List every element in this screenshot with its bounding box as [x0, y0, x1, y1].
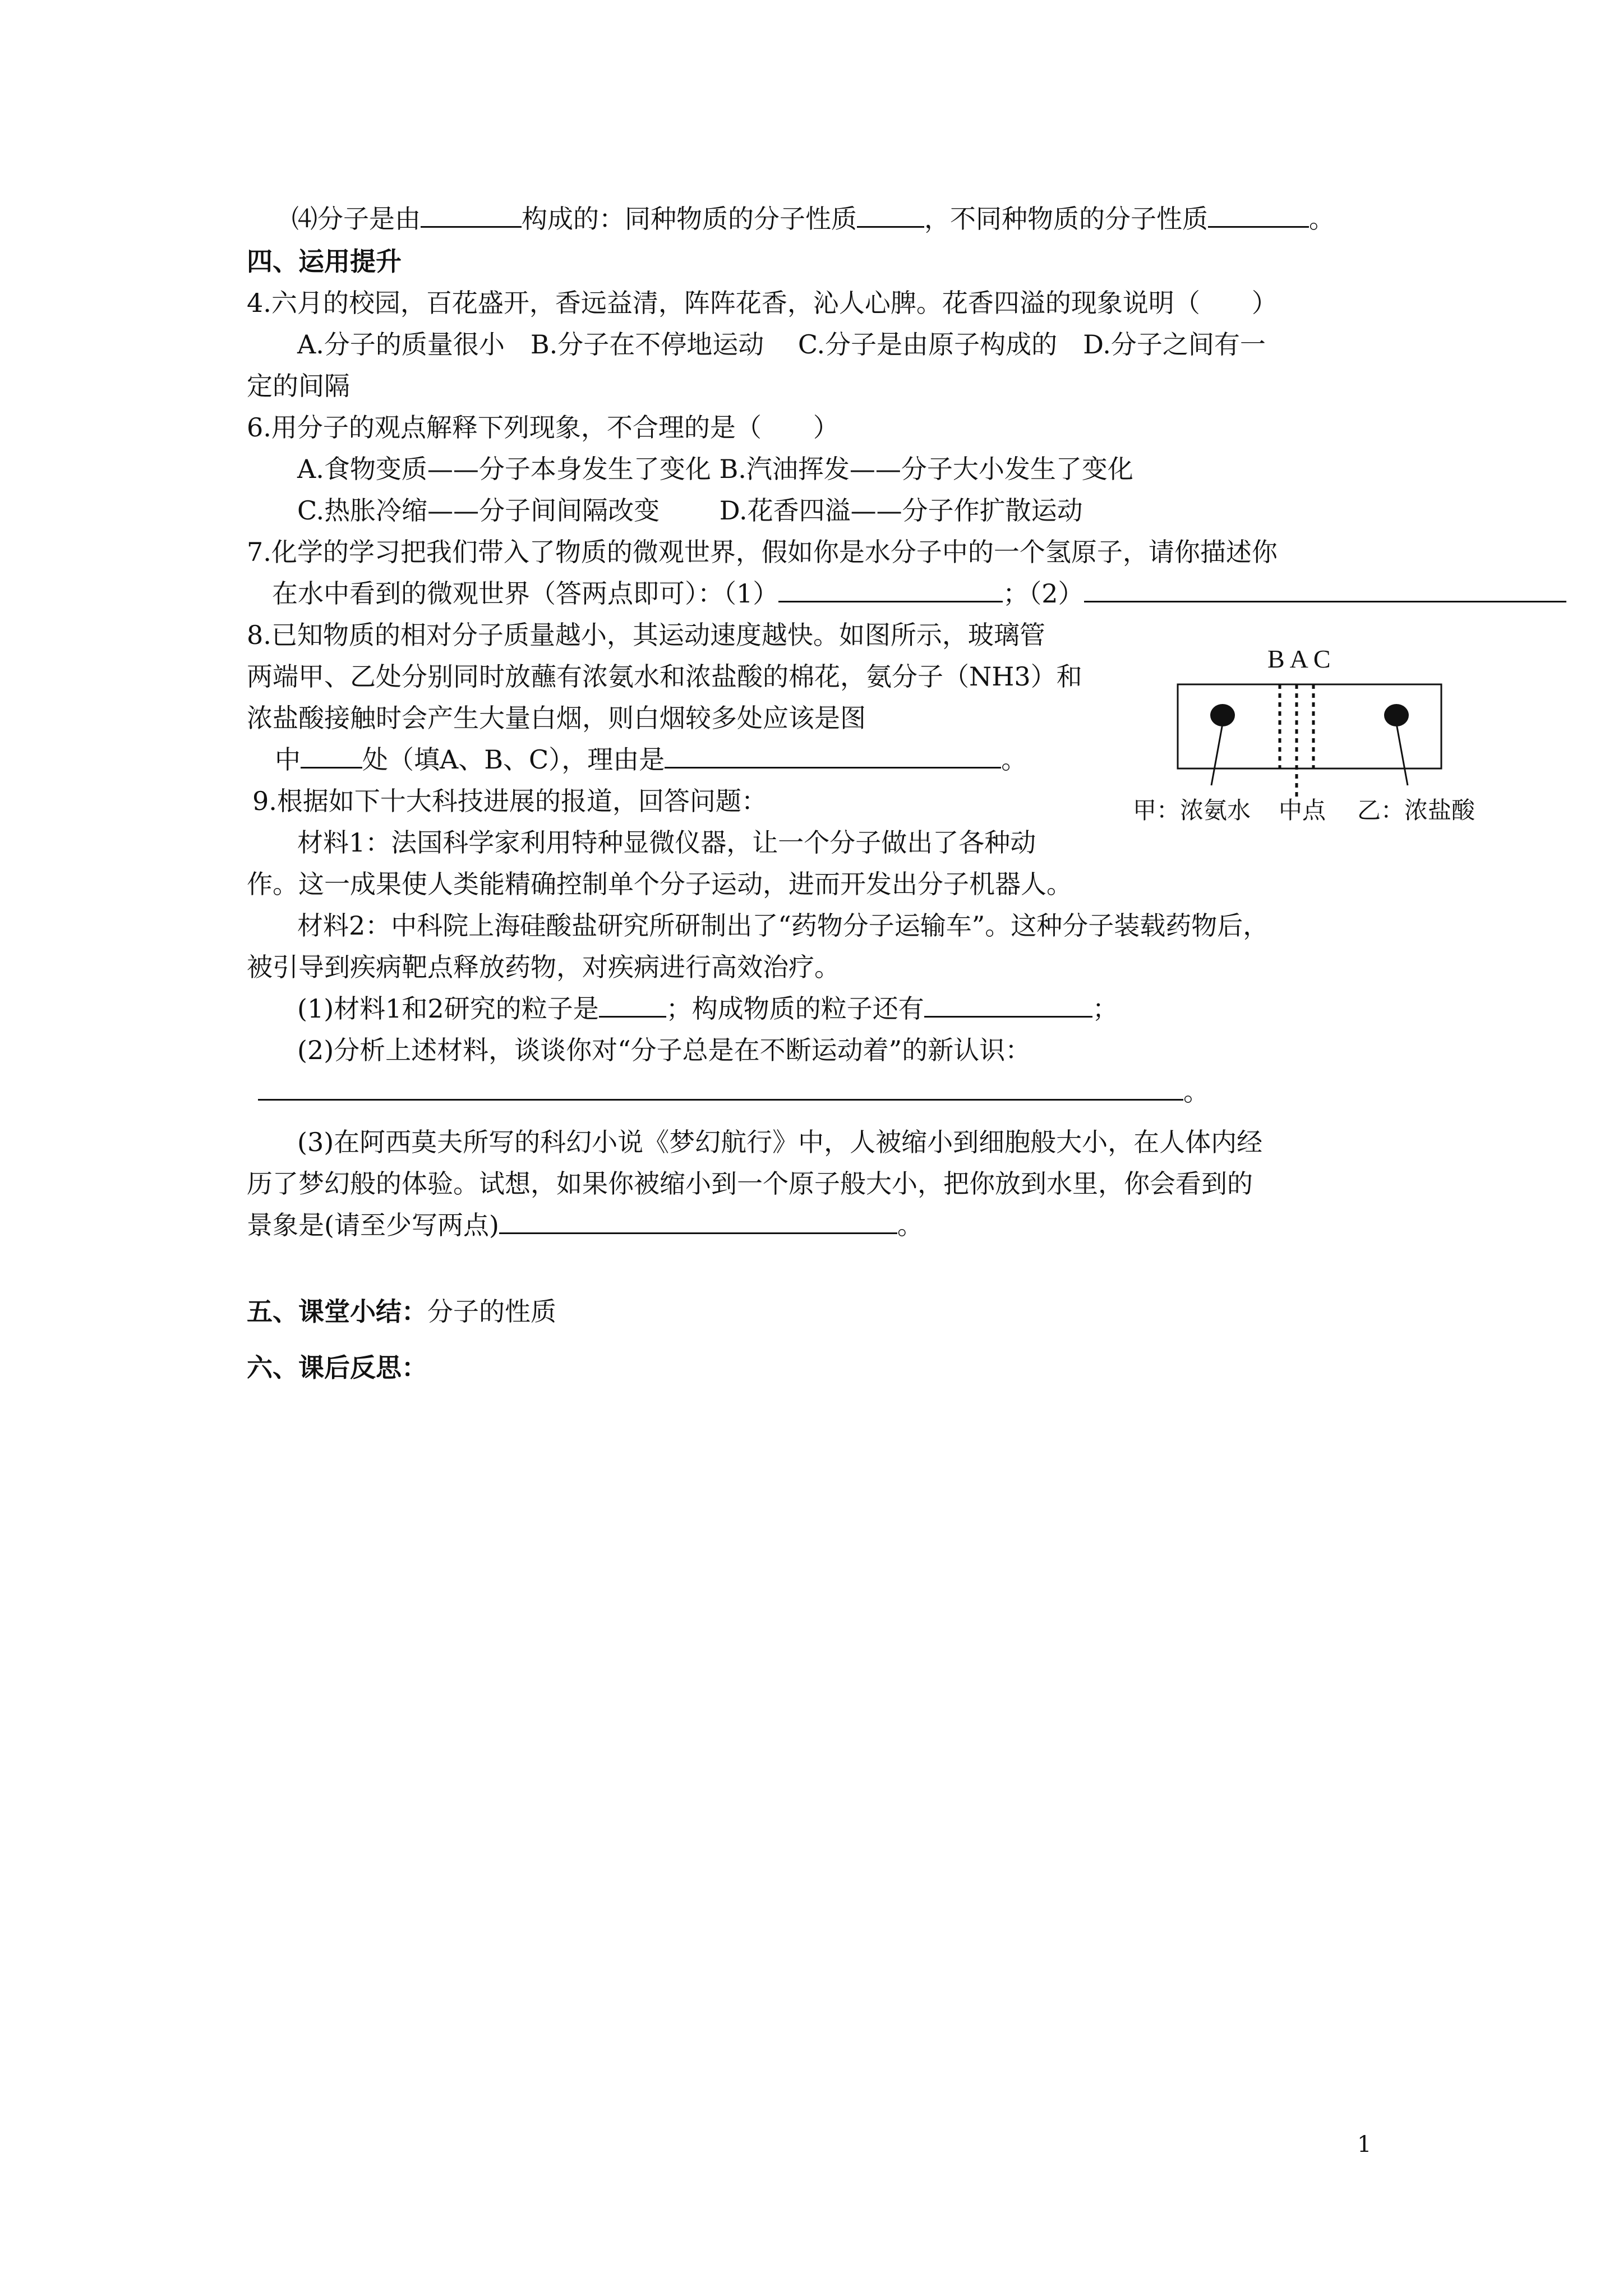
text: 。: [897, 1210, 923, 1240]
question-7-answer-line: [272, 578, 1566, 609]
sub-question-3-line2: 历了梦幻般的体验。试想，如果你被缩小到一个原子般大小，把你放到水里，你会看到的: [247, 1168, 1253, 1199]
question-8-line3: 浓盐酸接触时会产生大量白烟，则白烟较多处应该是图: [247, 703, 866, 733]
question-4: 4.六月的校园，百花盛开，香远益清，阵阵花香，沁人心脾。花香四溢的现象说明（ ）: [247, 288, 1278, 318]
text: ⑷分子是由: [292, 204, 421, 234]
answer-blank[interactable]: [421, 204, 522, 228]
question-4-options: A.分子的质量很小 B.分子在不停地运动 C.分子是由原子构成的 D.分子之间有一: [297, 329, 1266, 360]
answer-blank[interactable]: [857, 204, 924, 228]
label-midpoint: 中点: [1279, 797, 1326, 824]
answer-blank[interactable]: [599, 993, 666, 1018]
question-8-line1: 8.已知物质的相对分子质量越小，其运动速度越快。如图所示，玻璃管: [247, 620, 1045, 650]
diagram-top-labels: B A C: [1267, 645, 1331, 673]
section-summary: [247, 1296, 556, 1327]
sub-question-3-line3: [247, 1209, 923, 1241]
text: 构成的：同种物质的分子性质: [522, 204, 857, 234]
label-ammonia: 甲：浓氨水: [1133, 797, 1251, 824]
text: ，不同种物质的分子性质: [924, 204, 1208, 234]
section-heading-6: 六、课后反思：: [247, 1352, 427, 1383]
material-2-line2: 被引导到疾病靶点释放药物，对疾病进行高效治疗。: [247, 952, 840, 982]
material-2-line1: 材料2：中科院上海硅酸盐研究所研制出了“药物分子运输车”。这种分子装载药物后，: [297, 910, 1269, 941]
answer-blank[interactable]: [258, 1076, 1183, 1101]
question-9: 9.根据如下十大科技进展的报道，回答问题：: [252, 786, 767, 816]
text: ；: [1092, 993, 1118, 1024]
text: 。: [1183, 1076, 1209, 1107]
text: 。: [1001, 744, 1027, 775]
text: 景象是(请至少写两点): [247, 1210, 499, 1240]
label-hydrochloric-acid: 乙：浓盐酸: [1357, 797, 1476, 824]
question-4-options-cont: 定的间隔: [247, 371, 350, 401]
answer-blank[interactable]: [1084, 578, 1566, 602]
question-8-line2: 两端甲、乙处分别同时放蘸有浓氨水和浓盐酸的棉花，氨分子（NH3）和: [247, 661, 1082, 692]
question-8-line4: [275, 744, 1027, 775]
answer-blank[interactable]: [665, 744, 1001, 769]
text: 处（填A、B、C），理由是: [362, 744, 665, 775]
sub-question-2-answer: [258, 1076, 1209, 1107]
question-6: 6.用分子的观点解释下列现象，不合理的是（ ）: [247, 412, 839, 443]
text: ；构成物质的粒子还有: [666, 993, 924, 1024]
text: 在水中看到的微观世界（答两点即可）：（1）: [272, 578, 779, 609]
glass-tube-diagram: [1133, 645, 1492, 836]
answer-blank[interactable]: [778, 578, 1003, 602]
q4-4-line: [292, 203, 1335, 234]
text: 。: [1309, 204, 1335, 234]
sub-question-2: (2)分析上述材料，谈谈你对“分子总是在不断运动着”的新认识：: [297, 1035, 1031, 1065]
material-1-line2: 作。这一成果使人类能精确控制单个分子运动，进而开发出分子机器人。: [247, 869, 1072, 899]
sub-question-3-line1: (3)在阿西莫夫所写的科幻小说《梦幻航行》中，人被缩小到细胞般大小，在人体内经: [297, 1127, 1263, 1157]
text: 中: [275, 744, 301, 775]
material-1-line1: 材料1：法国科学家利用特种显微仪器，让一个分子做出了各种动: [297, 827, 1036, 858]
text: (1)材料1和2研究的粒子是: [297, 993, 599, 1024]
text: ；（2）: [1003, 578, 1084, 609]
question-7: 7.化学的学习把我们带入了物质的微观世界，假如你是水分子中的一个氢原子，请你描述你: [247, 537, 1278, 567]
question-6-options-cd: C.热胀冷缩——分子间间隔改变 D.花香四溢——分子作扩散运动: [297, 495, 1083, 526]
summary-text: 分子的性质: [427, 1296, 556, 1327]
sub-question-1: [297, 993, 1118, 1024]
answer-blank[interactable]: [499, 1210, 897, 1234]
question-6-options-ab: A.食物变质——分子本身发生了变化 B.汽油挥发——分子大小发生了变化: [297, 454, 1133, 484]
answer-blank[interactable]: [924, 993, 1092, 1018]
answer-blank[interactable]: [301, 744, 362, 769]
section-heading-5: 五、课堂小结：: [247, 1296, 427, 1327]
answer-blank[interactable]: [1208, 204, 1309, 228]
page-number: 1: [1357, 2132, 1372, 2157]
section-heading-4: 四、运用提升: [247, 246, 402, 277]
